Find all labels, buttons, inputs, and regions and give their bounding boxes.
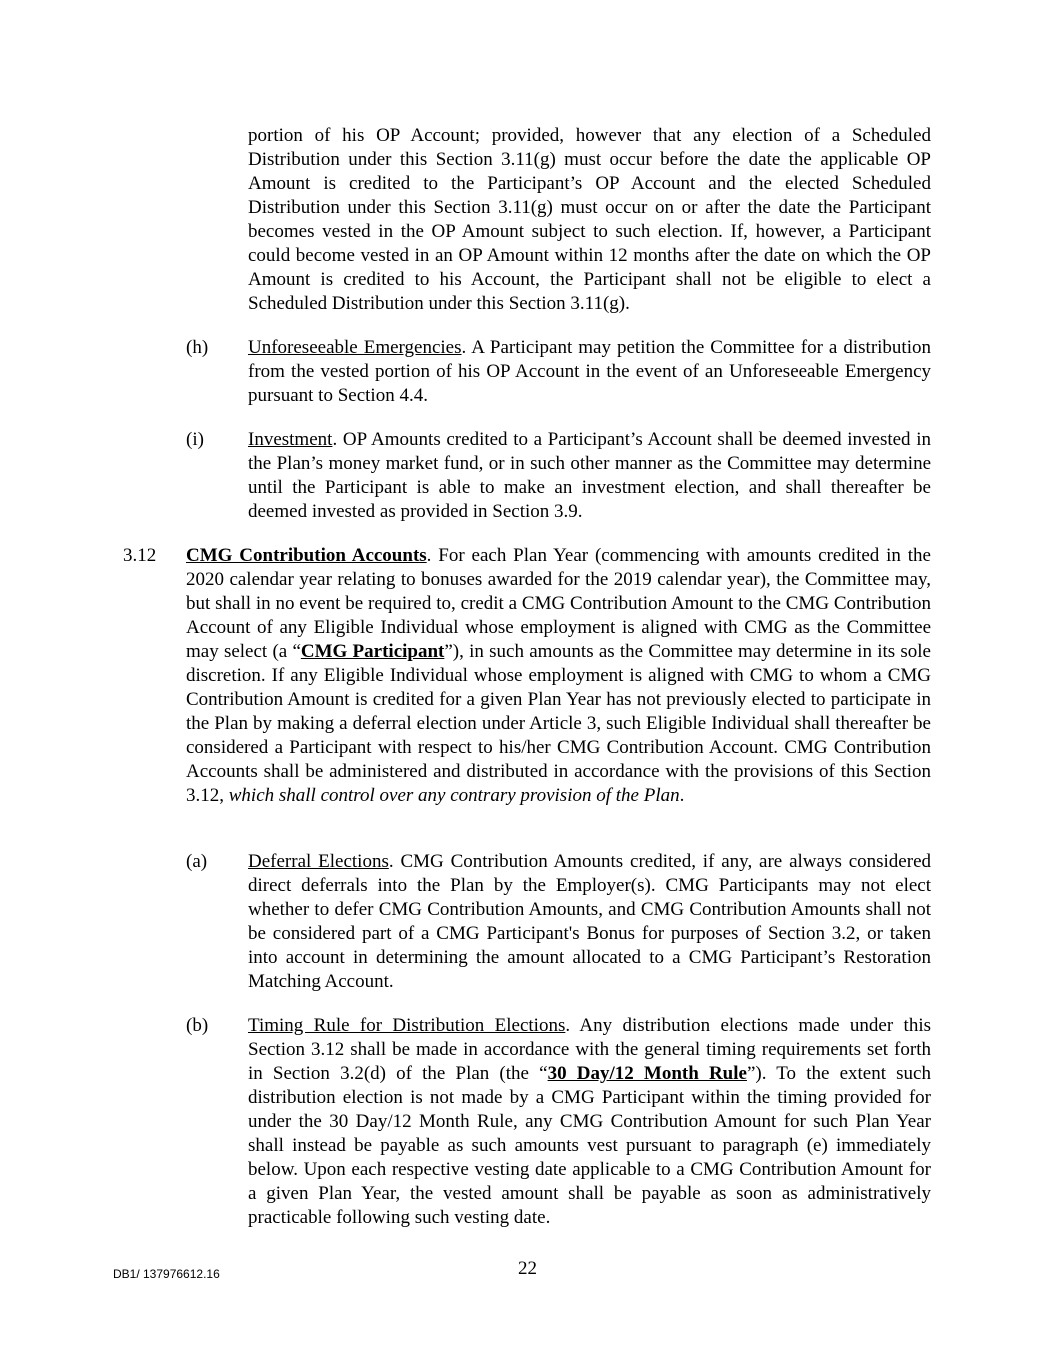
section-3-12-text-2: ”), in such amounts as the Committee may determine in its sole discretion. If any Eligible Individual whose employment is aligned with CMG to whom a CMG Contribution Amount is credited for a given Plan Year has not previously elected to participate in the Plan by making a deferral election under Article 3, such Eligible Individual shall thereafter be considered a Participant with respect to his/her CMG Contribution Account. CMG Contribution Accounts shall be administered and distributed in accordance with the provisions of this Section 3.12,: [186, 641, 931, 806]
section-3-12-paragraph: [186, 544, 931, 808]
item-a-paragraph: [248, 850, 931, 994]
item-a-text: . CMG Contribution Amounts credited, if any, are always considered direct deferrals into the Plan by the Employer(s). CMG Participants may not elect whether to defer CMG Contribution Amounts, and CMG Contribution Amounts shall not be considered part of a CMG Participant's Bonus for purposes of Section 3.2, or taken into account in determining the amount allocated to a CMG Participant’s Restoration Matching Account.: [248, 851, 931, 992]
item-a-heading: Deferral Elections: [248, 851, 389, 872]
item-b-heading: Timing Rule for Distribution Elections: [248, 1015, 566, 1036]
item-b-text-2: ”). To the extent such distribution election is not made by a CMG Participant within the timing provided for under the 30 Day/12 Month Rule, any CMG Contribution Amount for such Plan Year shall instead be payable as such amounts vest pursuant to paragraph (e) immediately below. Upon each respective vesting date applicable to a CMG Contribution Amount for a given Plan Year, the vested amount shall be payable as soon as administratively practicable following such vesting date.: [248, 1063, 931, 1228]
item-i-label: (i): [186, 429, 204, 450]
defined-term-30-day-12-month-rule: 30 Day/12 Month Rule: [547, 1063, 747, 1084]
item-i-text: . OP Amounts credited to a Participant’s Account shall be deemed invested in the Plan’s money market fund, or in such other manner as the Committee may determine until the Participant is able to make an investment election, and shall thereafter be deemed invested as provided in Section 3.9.: [248, 429, 931, 522]
section-3-12-heading: CMG Contribution Accounts: [186, 545, 427, 566]
item-i-paragraph: [248, 428, 931, 524]
section-3-12-text-3: .: [679, 785, 685, 806]
defined-term-cmg-participant: CMG Participant: [300, 641, 445, 662]
item-h-text: . A Participant may petition the Committee for a distribution from the vested portion of his OP Account in the event of an Unforeseeable Emergency pursuant to Section 4.4.: [248, 337, 931, 406]
page-number: 22: [518, 1258, 537, 1279]
item-b-paragraph: [248, 1014, 931, 1230]
continuation-paragraph: [248, 124, 931, 316]
item-h-paragraph: [248, 336, 931, 408]
section-3-12-text-1: . For each Plan Year (commencing with amounts credited in the 2020 calendar year relating to bonuses awarded for the 2019 calendar year), the Committee may, but shall in no event be required to, credit a CMG Contribution Amount to the CMG Contribution Account of any Eligible Individual whose employment is aligned with CMG as the Committee may select (a “: [186, 545, 931, 662]
item-a-label: (a): [186, 851, 208, 872]
item-b-label: (b): [186, 1015, 209, 1036]
item-h-label: (h): [186, 337, 209, 358]
continuation-text: portion of his OP Account; provided, however that any election of a Scheduled Distribution under this Section 3.11(g) must occur before the date the applicable OP Amount is credited to the Participant’s OP Account and the elected Scheduled Distribution under this Section 3.11(g) must occur on or after the date the Participant becomes vested in the OP Amount subject to such election. If, however, a Participant could become vested in an OP Amount within 12 months after the date on which the OP Amount is credited to his Account, the Participant shall not be eligible to elect a Scheduled Distribution under this Section 3.11(g).: [248, 125, 931, 314]
section-3-12-italic-text: which shall control over any contrary provision of the Plan: [228, 785, 680, 806]
section-3-12-number: 3.12: [123, 545, 157, 566]
item-b-text-1: . Any distribution elections made under this Section 3.12 shall be made in accordance with the general timing requirements set forth in Section 3.2(d) of the Plan (the “: [248, 1015, 931, 1084]
item-i-heading: Investment: [248, 429, 333, 450]
item-h-heading: Unforeseeable Emergencies: [248, 337, 462, 358]
footer-document-id: DB1/ 137976612.16: [113, 1267, 220, 1281]
